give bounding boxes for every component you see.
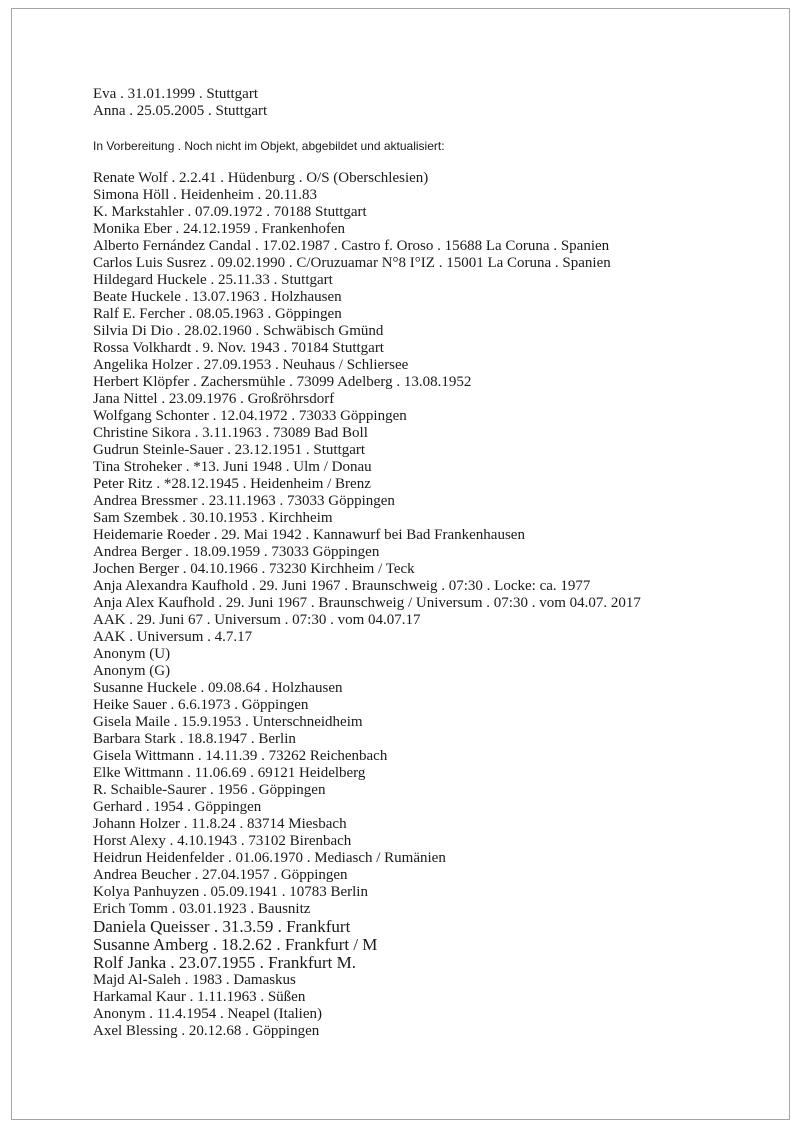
list-item: Beate Huckele . 13.07.1963 . Holzhausen: [93, 289, 342, 305]
list-item: Anonym (U): [93, 646, 171, 662]
list-item: Rolf Janka . 23.07.1955 . Frankfurt M.: [93, 953, 357, 972]
list-item: Gerhard . 1954 . Göppingen: [93, 799, 262, 815]
list-item: Carlos Luis Susrez . 09.02.1990 . C/Oruzuamar N°8 I°IZ . 15001 La Coruna . Spanien: [93, 255, 611, 271]
list-item: Simona Höll . Heidenheim . 20.11.83: [93, 187, 318, 203]
list-item: Horst Alexy . 4.10.1943 . 73102 Birenbach: [93, 833, 352, 849]
list-item: Andrea Beucher . 27.04.1957 . Göppingen: [93, 867, 348, 883]
list-item: Alberto Fernández Candal . 17.02.1987 . Castro f. Oroso . 15688 La Coruna . Spanien: [93, 238, 610, 254]
list-item: Peter Ritz . *28.12.1945 . Heidenheim / Brenz: [93, 476, 371, 492]
list-item: Renate Wolf . 2.2.41 . Hüdenburg . O/S (Oberschlesien): [93, 170, 429, 186]
list-item: Erich Tomm . 03.01.1923 . Bausnitz: [93, 901, 311, 917]
list-item: Heidemarie Roeder . 29. Mai 1942 . Kannawurf bei Bad Frankenhausen: [93, 527, 525, 543]
list-item: Silvia Di Dio . 28.02.1960 . Schwäbisch Gmünd: [93, 323, 384, 339]
list-item: Wolfgang Schonter . 12.04.1972 . 73033 Göppingen: [93, 408, 407, 424]
list-item: AAK . 29. Juni 67 . Universum . 07:30 . vom 04.07.17: [93, 612, 421, 628]
list-item: Andrea Berger . 18.09.1959 . 73033 Göppingen: [93, 544, 380, 560]
list-item: Monika Eber . 24.12.1959 . Frankenhofen: [93, 221, 346, 237]
list-item: Angelika Holzer . 27.09.1953 . Neuhaus / Schliersee: [93, 357, 409, 373]
list-item: Kolya Panhuyzen . 05.09.1941 . 10783 Berlin: [93, 884, 368, 900]
document-content: [93, 86, 773, 1040]
header-line: Eva . 31.01.1999 . Stuttgart: [93, 86, 258, 102]
list-item: Anonym . 11.4.1954 . Neapel (Italien): [93, 1006, 322, 1022]
list-item: Andrea Bressmer . 23.11.1963 . 73033 Göppingen: [93, 493, 395, 509]
header-block: [93, 86, 773, 120]
list-item: AAK . Universum . 4.7.17: [93, 629, 253, 645]
list-item: Hildegard Huckele . 25.11.33 . Stuttgart: [93, 272, 333, 288]
list-item: Elke Wittmann . 11.06.69 . 69121 Heidelberg: [93, 765, 366, 781]
list-item: Gudrun Steinle-Sauer . 23.12.1951 . Stuttgart: [93, 442, 366, 458]
list-item: Anja Alexandra Kaufhold . 29. Juni 1967 . Braunschweig . 07:30 . Locke: ca. 1977: [93, 578, 591, 594]
list-item: Rossa Volkhardt . 9. Nov. 1943 . 70184 Stuttgart: [93, 340, 384, 356]
list-item: Susanne Huckele . 09.08.64 . Holzhausen: [93, 680, 343, 696]
list-item: Harkamal Kaur . 1.11.1963 . Süßen: [93, 989, 306, 1005]
note-line: In Vorbereitung . Noch nicht im Objekt, abgebildet und aktualisiert:: [93, 139, 445, 153]
list-item: R. Schaible-Saurer . 1956 . Göppingen: [93, 782, 326, 798]
header-line: Anna . 25.05.2005 . Stuttgart: [93, 103, 268, 119]
list-item: Susanne Amberg . 18.2.62 . Frankfurt / M: [93, 935, 378, 954]
list-item: Axel Blessing . 20.12.68 . Göppingen: [93, 1023, 320, 1039]
list-item: K. Markstahler . 07.09.1972 . 70188 Stuttgart: [93, 204, 367, 220]
list-item: Gisela Maile . 15.9.1953 . Unterschneidheim: [93, 714, 363, 730]
list-item: Gisela Wittmann . 14.11.39 . 73262 Reichenbach: [93, 748, 388, 764]
list-item: Jochen Berger . 04.10.1966 . 73230 Kirchheim / Teck: [93, 561, 415, 577]
list-item: Ralf E. Fercher . 08.05.1963 . Göppingen: [93, 306, 342, 322]
list-item: Christine Sikora . 3.11.1963 . 73089 Bad Boll: [93, 425, 368, 441]
list-item: Heidrun Heidenfelder . 01.06.1970 . Mediasch / Rumänien: [93, 850, 446, 866]
list-item: Tina Stroheker . *13. Juni 1948 . Ulm / Donau: [93, 459, 372, 475]
list-item: Barbara Stark . 18.8.1947 . Berlin: [93, 731, 296, 747]
list-item: Anja Alex Kaufhold . 29. Juni 1967 . Braunschweig / Universum . 07:30 . vom 04.07. 2017: [93, 595, 641, 611]
list-item: Sam Szembek . 30.10.1953 . Kirchheim: [93, 510, 333, 526]
list-item: Jana Nittel . 23.09.1976 . Großröhrsdorf: [93, 391, 335, 407]
entries-list: [93, 170, 773, 1040]
list-item: Daniela Queisser . 31.3.59 . Frankfurt: [93, 917, 351, 936]
list-item: Majd Al-Saleh . 1983 . Damaskus: [93, 972, 296, 988]
list-item: Heike Sauer . 6.6.1973 . Göppingen: [93, 697, 309, 713]
list-item: Anonym (G): [93, 663, 171, 679]
list-item: Johann Holzer . 11.8.24 . 83714 Miesbach: [93, 816, 347, 832]
list-item: Herbert Klöpfer . Zachersmühle . 73099 Adelberg . 13.08.1952: [93, 374, 472, 390]
